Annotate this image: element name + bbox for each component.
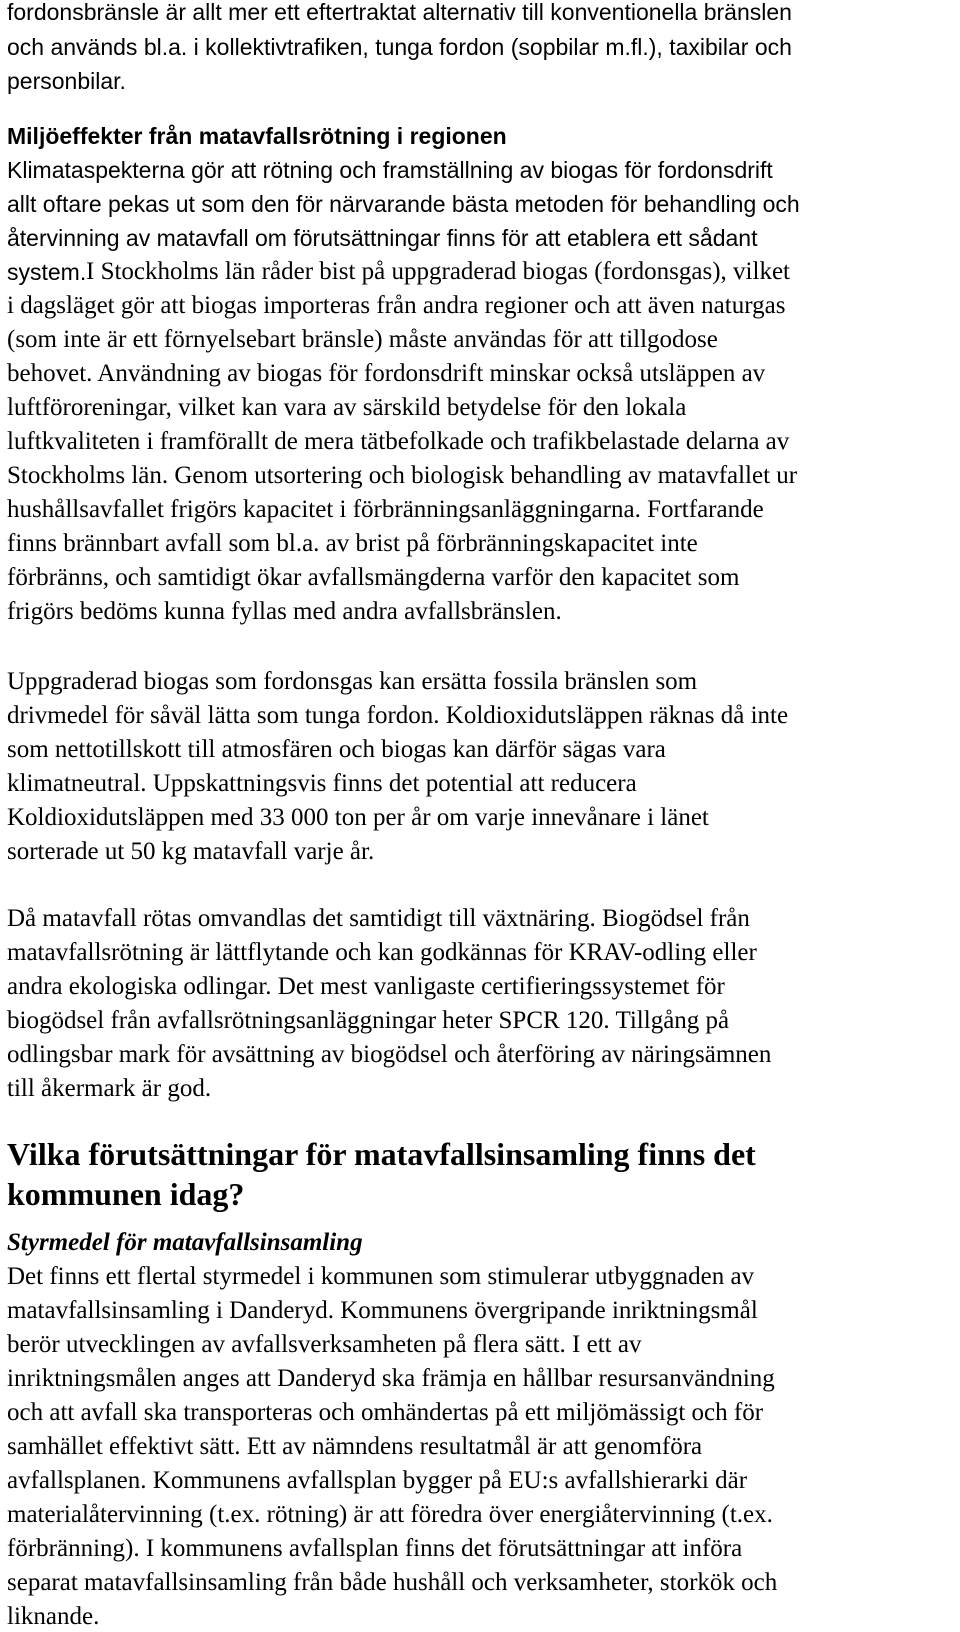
body-line: som nettotillskott till atmosfären och biogas kan därför sägas vara [7,736,666,763]
body-line: förbränning). I kommunens avfallsplan finns det förutsättningar att införa [7,1535,743,1562]
body-line: finns brännbart avfall som bl.a. av brist på förbränningskapacitet inte [7,530,698,557]
body-line: återvinning av matavfall om förutsättningar finns för att etablera ett sådant [7,225,758,251]
body-line: odlingsbar mark för avsättning av biogödsel och återföring av näringsämnen [7,1041,772,1068]
body-line: system. [7,259,87,285]
body-line: Det finns ett flertal styrmedel i kommunen som stimulerar utbyggnaden av [7,1263,755,1290]
body-line: Stockholms län. Genom utsortering och biologisk behandling av matavfallet ur [7,462,798,489]
body-line: drivmedel för såväl lätta som tunga fordon. Koldioxidutsläppen räknas då inte [7,702,789,729]
body-line: klimatneutral. Uppskattningsvis finns det potential att reducera [7,770,637,797]
body-line: frigörs bedöms kunna fyllas med andra avfallsbränslen. [7,598,562,625]
body-line: andra ekologiska odlingar. Det mest vanligaste certifieringssystemet för [7,973,725,1000]
body-line: separat matavfallsinsamling från både hushåll och verksamheter, storkök och [7,1569,778,1596]
body-line: till åkermark är god. [7,1075,212,1102]
body-line: i dagsläget gör att biogas importeras från andra regioner och att även naturgas [7,292,786,319]
body-line: luftföroreningar, vilket kan vara av särskild betydelse för den lokala [7,394,687,421]
body-line: matavfallsrötning är lättflytande och kan godkännas för KRAV-odling eller [7,939,757,966]
body-line: Uppgraderad biogas som fordonsgas kan ersätta fossila bränslen som [7,668,698,695]
subheading: Styrmedel för matavfallsinsamling [7,1229,363,1256]
body-line: matavfallsinsamling i Danderyd. Kommunens övergripande inriktningsmål [7,1297,758,1324]
section-heading: kommunen idag? [7,1176,245,1212]
section-heading: Vilka förutsättningar för matavfallsinsamling finns det [7,1136,756,1172]
body-line: allt oftare pekas ut som den för närvarande bästa metoden för behandling och [7,191,800,217]
body-line: och att avfall ska transporteras och omhändertas på ett miljömässigt och för [7,1399,764,1426]
body-line: luftkvaliteten i framförallt de mera tätbefolkade och trafikbelastade delarna av [7,428,790,455]
body-line: (som inte är ett förnyelsebart bränsle) måste användas för att tillgodose [7,326,718,353]
body-line: I Stockholms län råder bist på uppgraderad biogas (fordonsgas), vilket [86,258,790,285]
intro-line: personbilar. [7,68,126,94]
body-line: behovet. Användning av biogas för fordonsdrift minskar också utsläppen av [7,360,766,387]
body-line: samhället effektivt sätt. Ett av nämndens resultatmål är att genomföra [7,1433,703,1460]
body-line: Koldioxidutsläppen med 33 000 ton per år om varje innevånare i länet [7,804,709,831]
body-line: hushållsavfallet frigörs kapacitet i förbränningsanläggningarna. Fortfarande [7,496,764,523]
body-line: liknande. [7,1603,100,1630]
section-heading: Miljöeffekter från matavfallsrötning i regionen [7,123,507,149]
body-line: berör utvecklingen av avfallsverksamheten på flera sätt. I ett av [7,1331,642,1358]
body-line: Klimataspekterna gör att rötning och framställning av biogas för fordonsdrift [7,157,773,183]
body-line: avfallsplanen. Kommunens avfallsplan bygger på EU:s avfallshierarki där [7,1467,748,1494]
intro-line: och används bl.a. i kollektivtrafiken, tunga fordon (sopbilar m.fl.), taxibilar och [7,34,792,60]
intro-line: fordonsbränsle är allt mer ett eftertraktat alternativ till konventionella bränslen [7,0,792,25]
body-line: sorterade ut 50 kg matavfall varje år. [7,838,375,865]
body-line: biogödsel från avfallsrötningsanläggningar heter SPCR 120. Tillgång på [7,1007,730,1034]
body-line: Då matavfall rötas omvandlas det samtidigt till växtnäring. Biogödsel från [7,905,750,932]
body-line: materialåtervinning (t.ex. rötning) är att föredra över energiåtervinning (t.ex. [7,1501,773,1528]
body-line: inriktningsmålen anges att Danderyd ska främja en hållbar resursanvändning [7,1365,775,1392]
body-line: förbränns, och samtidigt ökar avfallsmängderna varför den kapacitet som [7,564,740,591]
